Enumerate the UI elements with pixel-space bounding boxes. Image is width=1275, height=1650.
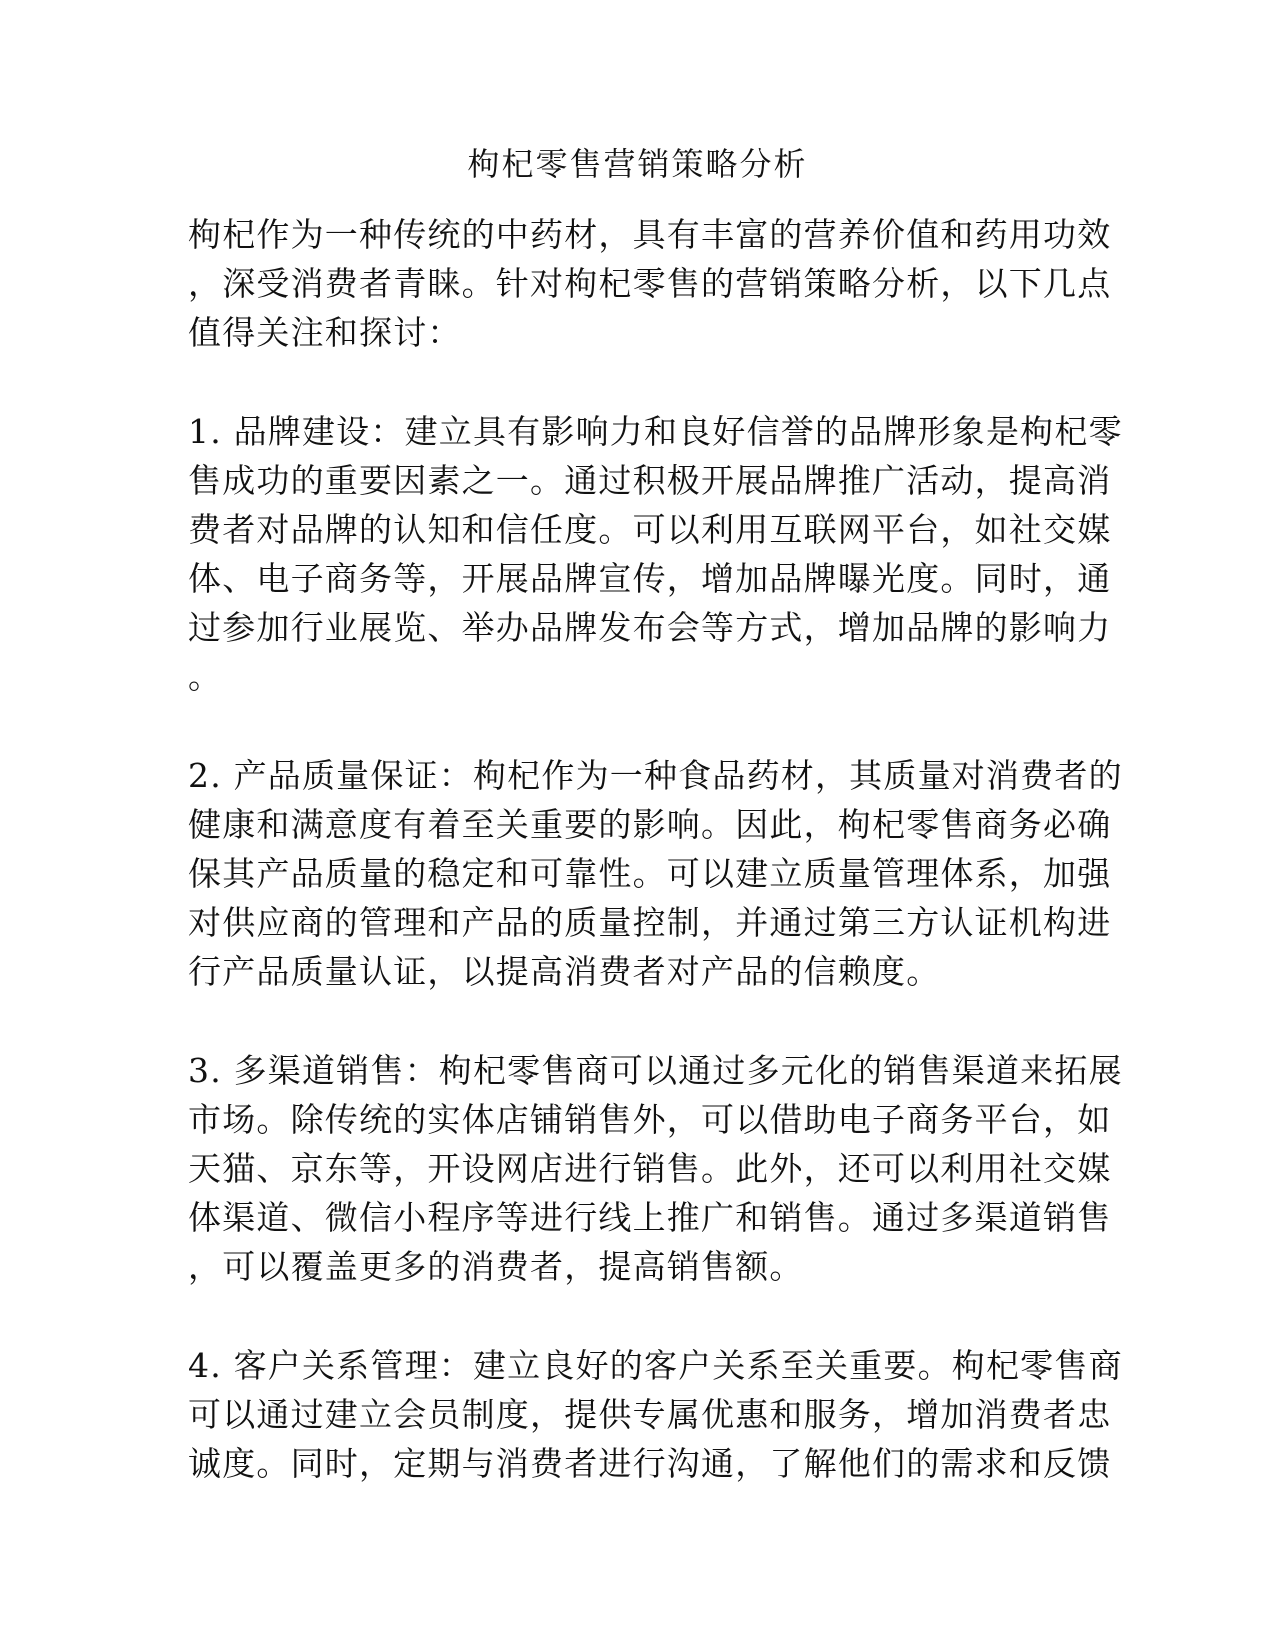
text-line: 市场。除传统的实体店铺销售外，可以借助电子商务平台，如	[188, 1100, 1112, 1139]
text-line: ，深受消费者青睐。针对枸杞零售的营销策略分析，以下几点	[188, 264, 1112, 303]
paragraph-customer-relations	[188, 1341, 1123, 1488]
text-line: 费者对品牌的认知和信任度。可以利用互联网平台，如社交媒	[188, 510, 1112, 549]
text-line: 。	[188, 657, 223, 696]
paragraph-intro	[188, 210, 1112, 357]
text-line: 诚度。同时，定期与消费者进行沟通，了解他们的需求和反馈	[188, 1444, 1112, 1483]
text-line: 体、电子商务等，开展品牌宣传，增加品牌曝光度。同时，通	[188, 559, 1112, 598]
paragraph-multichannel-sales	[188, 1046, 1123, 1291]
text-line: 3. 多渠道销售：枸杞零售商可以通过多元化的销售渠道来拓展	[188, 1051, 1123, 1090]
document-body	[188, 210, 1123, 1538]
text-line: 过参加行业展览、举办品牌发布会等方式，增加品牌的影响力	[188, 608, 1112, 647]
text-line: 售成功的重要因素之一。通过积极开展品牌推广活动，提高消	[188, 461, 1112, 500]
text-line: 健康和满意度有着至关重要的影响。因此，枸杞零售商务必确	[188, 805, 1112, 844]
text-line: 体渠道、微信小程序等进行线上推广和销售。通过多渠道销售	[188, 1198, 1112, 1237]
text-line: 对供应商的管理和产品的质量控制，并通过第三方认证机构进	[188, 903, 1112, 942]
paragraph-brand-building	[188, 407, 1123, 701]
text-line: 值得关注和探讨：	[188, 313, 462, 352]
text-line: 2. 产品质量保证：枸杞作为一种食品药材，其质量对消费者的	[188, 756, 1123, 795]
text-line: 天猫、京东等，开设网店进行销售。此外，还可以利用社交媒	[188, 1149, 1112, 1188]
text-line: 行产品质量认证，以提高消费者对产品的信赖度。	[188, 952, 941, 991]
paragraph-quality-assurance	[188, 751, 1123, 996]
text-line: 保其产品质量的稳定和可靠性。可以建立质量管理体系，加强	[188, 854, 1112, 893]
text-line: ，可以覆盖更多的消费者，提高销售额。	[188, 1247, 804, 1286]
document-title: 枸杞零售营销策略分析	[467, 145, 808, 183]
text-line: 4. 客户关系管理：建立良好的客户关系至关重要。枸杞零售商	[188, 1346, 1123, 1385]
text-line: 枸杞作为一种传统的中药材，具有丰富的营养价值和药用功效	[188, 215, 1112, 254]
text-line: 1. 品牌建设：建立具有影响力和良好信誉的品牌形象是枸杞零	[188, 412, 1123, 451]
text-line: 可以通过建立会员制度，提供专属优惠和服务，增加消费者忠	[188, 1395, 1112, 1434]
